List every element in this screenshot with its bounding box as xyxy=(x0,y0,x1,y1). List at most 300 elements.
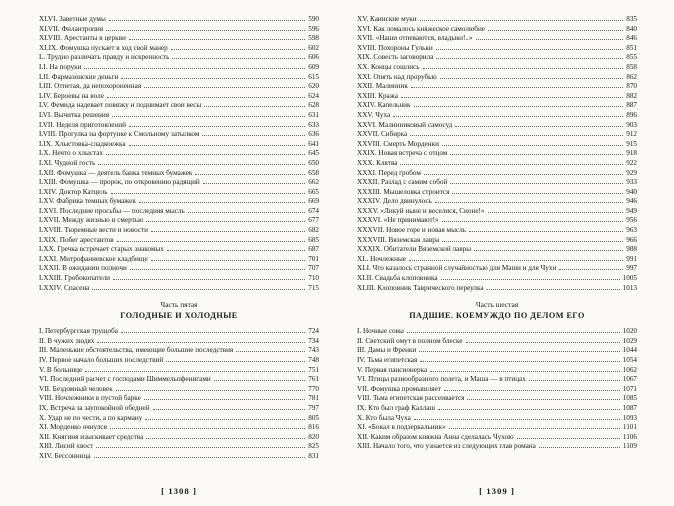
toc-entry-page: 825 xyxy=(308,442,319,451)
toc-entry xyxy=(39,394,319,404)
toc-entry-page: 677 xyxy=(308,216,319,225)
dot-leader xyxy=(449,428,620,429)
toc-entry-page: 1109 xyxy=(622,442,637,451)
toc-entry-title: XIII. Лисий хвост xyxy=(39,442,94,451)
toc-entry-page: 997 xyxy=(626,264,637,273)
toc-entry xyxy=(39,63,319,73)
toc-entry-title: XLVI. Заветные думы xyxy=(39,15,106,23)
dot-leader xyxy=(92,289,305,290)
toc-entry-page: 724 xyxy=(308,327,319,336)
toc-entry-title: LXXIII. Гробокопатели xyxy=(39,274,111,283)
toc-entry xyxy=(357,73,637,83)
toc-entry xyxy=(39,423,319,433)
toc-entry-page: 946 xyxy=(626,197,637,206)
dot-leader xyxy=(438,409,620,410)
toc-entry-page: 1005 xyxy=(622,274,637,283)
toc-entry-title: VII. Фомушка промышляет xyxy=(357,384,441,393)
dot-leader xyxy=(106,30,305,31)
toc-entry xyxy=(357,130,637,140)
toc-entry-title: III. Дамы и Френки xyxy=(357,346,417,355)
toc-entry-page: 596 xyxy=(308,24,319,33)
toc-entry xyxy=(39,169,319,179)
toc-entry xyxy=(39,82,319,92)
toc-entry xyxy=(357,188,637,198)
toc-entry-page: 1029 xyxy=(622,336,637,345)
dot-leader xyxy=(410,135,623,136)
toc-entry xyxy=(39,130,319,140)
toc-entry-page: 929 xyxy=(626,168,637,177)
dot-leader xyxy=(407,332,620,333)
folio-left: [ 1308 ] xyxy=(161,486,197,496)
toc-entry xyxy=(39,140,319,150)
dot-leader xyxy=(420,20,624,21)
toc-entry-page: 624 xyxy=(308,91,319,100)
toc-entry-page: 748 xyxy=(308,356,319,364)
toc-entry-page: 710 xyxy=(308,274,319,283)
dot-leader xyxy=(139,202,305,203)
toc-entry-page: 858 xyxy=(626,62,637,71)
toc-entry-page: 805 xyxy=(308,413,319,422)
toc-entry-title: X. Кто была Чуха xyxy=(357,413,411,422)
toc-entry-title: LX. Нечто о хлыстах xyxy=(39,149,104,158)
toc-entry-title: XX. Концы сошлись xyxy=(357,62,420,71)
toc-entry xyxy=(357,149,637,159)
dot-leader xyxy=(414,419,620,420)
dot-leader xyxy=(202,135,305,136)
dot-leader xyxy=(121,332,305,333)
dot-leader xyxy=(85,371,305,372)
toc-entry-title: LXIII. Фомушка — пророк, по откровению радящий xyxy=(39,178,200,187)
toc-entry xyxy=(357,245,637,255)
toc-entry xyxy=(357,236,637,246)
toc-entry-title: II. В чужих людях xyxy=(39,336,95,345)
dot-leader xyxy=(106,154,305,155)
toc-entry xyxy=(357,423,637,433)
toc-entry-page: 933 xyxy=(626,178,637,187)
toc-entry-page: 988 xyxy=(626,245,637,254)
dot-leader xyxy=(144,87,305,88)
toc-entry xyxy=(39,375,319,385)
toc-entry xyxy=(39,53,319,63)
toc-right xyxy=(357,15,637,452)
dot-leader xyxy=(488,212,624,213)
dot-leader xyxy=(129,126,305,127)
toc-entry-title: XXI. Опять над прорубью xyxy=(357,72,437,81)
dot-leader xyxy=(488,30,623,31)
toc-entry-title: LII. Фармазонские деньги xyxy=(39,72,119,81)
dot-leader xyxy=(166,361,305,362)
toc-entry-page: 820 xyxy=(308,432,319,441)
toc-entry xyxy=(39,15,319,25)
toc-entry-title: LVIII. Прогулка на фортунке к Смольному затылком xyxy=(39,130,200,139)
toc-entry-title: XLIII. Клоповник Таврического переулка xyxy=(357,283,484,292)
toc-entry-title: XXXVII. Новое горе и новая мысль xyxy=(357,226,466,235)
dot-leader xyxy=(419,351,619,352)
toc-entry-page: 1044 xyxy=(622,346,637,355)
part5-title: ГОЛОДНЫЕ И ХОЛОДНЫЕ xyxy=(120,311,238,321)
toc-entry-page: 598 xyxy=(308,34,319,43)
toc-entry xyxy=(357,82,637,92)
dot-leader xyxy=(129,145,306,146)
toc-entry-title: LXVI. Последние просьбы — последняя мысль xyxy=(39,206,185,215)
toc-entry-page: 1062 xyxy=(622,365,637,374)
toc-entry-title: LXXII. В ожидании полночи xyxy=(39,264,127,273)
toc-entry-title: LXVIII. Тюремные вести и новости xyxy=(39,226,149,235)
dot-leader xyxy=(424,174,623,175)
toc-entry-title: LVII. Неделя приготовлений xyxy=(39,120,126,129)
toc-entry-page: 685 xyxy=(308,235,319,244)
toc-entry xyxy=(39,356,319,366)
dot-leader xyxy=(467,399,619,400)
toc-entry-page: 636 xyxy=(308,130,319,139)
toc-entry-title: IV. Тьма египетская xyxy=(357,356,418,364)
toc-entry-page: 1013 xyxy=(622,283,637,292)
dot-leader xyxy=(167,250,305,251)
toc-entry xyxy=(39,216,319,226)
dot-leader xyxy=(539,447,620,448)
folio-right: [ 1309 ] xyxy=(479,486,515,496)
toc-entry-title: LIV. Бероевы на воле xyxy=(39,91,104,100)
toc-entry xyxy=(39,111,319,121)
toc-entry xyxy=(39,404,319,414)
toc-entry-title: XII. Каким образом княжна Анна сделалась Чухою xyxy=(357,432,514,441)
toc-entry-title: V. В больнице xyxy=(39,365,83,374)
toc-entry-title: XXXIV. Дело двинулось xyxy=(357,197,432,206)
dot-leader xyxy=(450,183,623,184)
toc-entry-page: 687 xyxy=(308,245,319,254)
toc-entry-page: 650 xyxy=(308,158,319,167)
toc-entry-title: XVI. Как ломалось княжеское самолюбие xyxy=(357,24,486,33)
toc-entry-title: LIII. Отпетая, да непохороненная xyxy=(39,82,142,91)
toc-entry-page: 1085 xyxy=(622,394,637,403)
dot-leader xyxy=(145,419,305,420)
toc-entry-page: 590 xyxy=(308,15,319,23)
dot-leader xyxy=(214,380,305,381)
toc-entry-page: 674 xyxy=(308,206,319,215)
toc-entry xyxy=(357,121,637,131)
toc-entry-page: 615 xyxy=(308,72,319,81)
toc-entry-title: XIII. Начало того, что узнается из следующих глав романа xyxy=(357,442,536,451)
toc-entry-title: XI. «Бокал в подзеркальник» xyxy=(357,423,446,432)
toc-entry xyxy=(357,414,637,424)
toc-entry-page: 751 xyxy=(308,365,319,374)
toc-entry-title: XXXIII. Мышеловка строится xyxy=(357,187,450,196)
dot-leader xyxy=(129,39,305,40)
toc-entry xyxy=(357,34,637,44)
toc-entry-page: 835 xyxy=(626,15,637,23)
toc-entry-page: 949 xyxy=(626,206,637,215)
dot-leader xyxy=(423,68,624,69)
toc-entry xyxy=(357,178,637,188)
part6-number: Часть шестая xyxy=(475,300,519,310)
dot-leader xyxy=(440,78,623,79)
toc-entry-title: LXIX. Побег арестантов xyxy=(39,235,114,244)
toc-entry-page: 1093 xyxy=(622,413,637,422)
toc-entry-title: XXVII. Сибирка xyxy=(357,130,408,139)
toc-entry xyxy=(357,356,637,366)
toc-entry-page: 641 xyxy=(308,139,319,148)
toc-entry xyxy=(357,169,637,179)
dot-leader xyxy=(204,106,305,107)
toc-entry xyxy=(39,245,319,255)
toc-entry-title: LXVII. Между жизнью и смертью xyxy=(39,216,144,225)
dot-leader xyxy=(146,438,305,439)
dot-leader xyxy=(144,399,305,400)
dot-leader xyxy=(117,241,306,242)
toc-entry-page: 609 xyxy=(308,62,319,71)
dot-leader xyxy=(172,58,305,59)
toc-entry-title: LXI. Чудной гость xyxy=(39,158,96,167)
dot-leader xyxy=(94,457,306,458)
toc-entry-title: I. Петербургская трущоба xyxy=(39,327,118,336)
toc-entry-title: XVII. «Наши отпеваются, владыко!..» xyxy=(357,34,473,43)
dot-leader xyxy=(436,58,623,59)
dot-leader xyxy=(151,231,305,232)
toc-entry xyxy=(357,15,637,25)
toc-entry-title: LXV. Фабрика темных бумажек xyxy=(39,197,136,206)
toc-entry xyxy=(39,433,319,443)
toc-entry xyxy=(357,346,637,356)
dot-leader xyxy=(84,68,305,69)
dot-leader xyxy=(401,97,623,98)
toc-entry-title: IX. Встреча за заупокойной обедней xyxy=(39,403,150,412)
toc-entry-page: 1067 xyxy=(622,375,637,384)
toc-entry xyxy=(357,140,637,150)
toc-entry xyxy=(39,34,319,44)
toc-entry xyxy=(39,284,319,294)
toc-entry-page: 855 xyxy=(626,53,637,62)
toc-entry-page: 896 xyxy=(626,110,637,119)
toc-entry-page: 781 xyxy=(308,394,319,403)
toc-entry-title: XII. Княгиня изыскивает средства xyxy=(39,432,144,441)
dot-leader xyxy=(113,279,305,280)
toc-entry-page: 1087 xyxy=(622,403,637,412)
toc-entry-title: XXV. Чуха xyxy=(357,110,391,119)
dot-leader xyxy=(442,145,623,146)
toc-entry-page: 1106 xyxy=(622,432,637,441)
toc-entry-page: 851 xyxy=(626,43,637,52)
toc-entry-page: 658 xyxy=(308,168,319,177)
toc-entry xyxy=(357,433,637,443)
part5-number: Часть пятая xyxy=(160,300,198,310)
toc-entry-title: II. Светский омут в полном блеске xyxy=(357,336,463,345)
toc-entry xyxy=(357,44,637,54)
toc-section-part6 xyxy=(357,327,637,452)
toc-left xyxy=(39,15,319,462)
dot-leader xyxy=(112,116,305,117)
dot-leader xyxy=(203,183,305,184)
toc-entry-title: XLI. Что казалось странной случайностью для Маши и для Чухи xyxy=(357,264,557,273)
toc-entry-title: III. Маленькие обстоятельства, имеющие большие последствия xyxy=(39,346,234,355)
toc-entry-title: XI. Морденко очнулся xyxy=(39,423,107,432)
toc-entry-page: 1071 xyxy=(622,384,637,393)
toc-entry xyxy=(357,92,637,102)
toc-page-right xyxy=(357,15,637,496)
toc-entry-page: 707 xyxy=(308,264,319,273)
dot-leader xyxy=(96,447,305,448)
toc-entry-page: 1054 xyxy=(622,356,637,364)
toc-entry xyxy=(357,366,637,376)
part5-heading xyxy=(39,300,319,321)
toc-entry xyxy=(357,442,637,452)
toc-entry xyxy=(39,452,319,462)
dot-leader xyxy=(151,260,306,261)
toc-entry xyxy=(357,25,637,35)
dot-leader xyxy=(188,212,306,213)
toc-entry xyxy=(357,264,637,274)
toc-entry-page: 628 xyxy=(308,101,319,110)
toc-entry-title: XXVIII. Смерть Морденки xyxy=(357,139,439,148)
dot-leader xyxy=(393,116,623,117)
toc-entry xyxy=(39,255,319,265)
toc-entry-title: XVIII. Похороны Гульки xyxy=(357,43,433,52)
toc-entry-page: 915 xyxy=(626,139,637,148)
dot-leader xyxy=(171,49,306,50)
toc-entry-page: 963 xyxy=(626,226,637,235)
toc-entry-title: XXXIX. Обитатели Вяземской лавры xyxy=(357,245,472,254)
dot-leader xyxy=(420,361,619,362)
toc-entry-title: XXXI. Перед гробом xyxy=(357,168,421,177)
toc-entry-title: VI. Птицы разнообразного полета, и Маша — в птицах xyxy=(357,375,526,384)
toc-entry-page: 761 xyxy=(308,375,319,384)
toc-entry xyxy=(39,92,319,102)
toc-entry-title: XXXVIII. Вяземская лавра xyxy=(357,235,440,244)
toc-entry-page: 966 xyxy=(626,235,637,244)
toc-entry-title: V. Первая пансионерка xyxy=(357,365,428,374)
toc-entry xyxy=(39,25,319,35)
dot-leader xyxy=(442,221,624,222)
toc-entry xyxy=(39,337,319,347)
toc-entry-title: XXVI. Малинниковый самосуд xyxy=(357,120,453,129)
toc-entry-title: XV. Каинские муки xyxy=(357,15,417,23)
toc-entry xyxy=(357,327,637,337)
toc-entry-page: 701 xyxy=(308,254,319,263)
toc-entry xyxy=(39,101,319,111)
toc-entry-title: VI. Последний расчет с господами Шиммельпфенигами xyxy=(39,375,211,384)
toc-entry xyxy=(39,442,319,452)
dot-leader xyxy=(110,428,305,429)
dot-leader xyxy=(130,269,305,270)
toc-entry-title: X. Удар не по чести, а по карману xyxy=(39,413,143,422)
toc-entry xyxy=(39,159,319,169)
toc-entry xyxy=(357,159,637,169)
dot-leader xyxy=(469,231,623,232)
toc-entry xyxy=(357,216,637,226)
toc-entry-page: 882 xyxy=(626,91,637,100)
toc-entry-title: LXXI. Митрофаниевское кладбище xyxy=(39,254,148,263)
toc-entry-title: XLVII. Филантропия xyxy=(39,24,104,33)
toc-entry xyxy=(357,207,637,217)
toc-entry xyxy=(357,375,637,385)
dot-leader xyxy=(529,380,620,381)
dot-leader xyxy=(442,241,623,242)
toc-section-part5 xyxy=(39,327,319,461)
toc-entry-title: XXXII. Разлад с самим собой xyxy=(357,178,448,187)
toc-entry xyxy=(39,73,319,83)
toc-entry xyxy=(39,366,319,376)
toc-entry-page: 870 xyxy=(626,82,637,91)
dot-leader xyxy=(436,49,624,50)
dot-leader xyxy=(476,39,624,40)
toc-entry xyxy=(357,404,637,414)
dot-leader xyxy=(111,193,306,194)
toc-entry-title: VII. Бездомный человек xyxy=(39,384,113,393)
toc-entry xyxy=(39,346,319,356)
toc-entry xyxy=(39,264,319,274)
toc-entry-page: 912 xyxy=(626,130,637,139)
toc-entry-page: 602 xyxy=(308,43,319,52)
toc-entry-page: 743 xyxy=(308,346,319,355)
toc-entry xyxy=(357,394,637,404)
toc-entry-title: XXIII. Кража xyxy=(357,91,398,100)
toc-entry-page: 631 xyxy=(308,110,319,119)
toc-entry xyxy=(357,101,637,111)
part6-heading xyxy=(357,300,637,321)
toc-entry-title: XXX. Клятва xyxy=(357,158,398,167)
dot-leader xyxy=(559,269,623,270)
dot-leader xyxy=(236,351,305,352)
toc-entry xyxy=(357,385,637,395)
dot-leader xyxy=(97,342,305,343)
dot-leader xyxy=(107,97,305,98)
toc-entry-title: XIV. Бессонница xyxy=(39,451,91,460)
toc-entry-title: LVI. Вычитка решения xyxy=(39,110,110,119)
toc-entry-page: 606 xyxy=(308,53,319,62)
toc-entry-page: 991 xyxy=(626,254,637,263)
toc-entry xyxy=(39,385,319,395)
toc-entry-title: XXXVI. «Не принимают!» xyxy=(357,216,439,225)
toc-entry-page: 918 xyxy=(626,149,637,158)
toc-entry xyxy=(357,226,637,236)
dot-leader xyxy=(466,342,620,343)
dot-leader xyxy=(411,87,623,88)
toc-entry-title: VIII. Ночлежники в пустой барке xyxy=(39,394,141,403)
toc-entry-title: LXX. Гречка встречает старых знакомых xyxy=(39,245,164,254)
toc-entry-page: 862 xyxy=(626,72,637,81)
toc-entry-title: XXIV. Капельник xyxy=(357,101,411,110)
toc-entry-page: 956 xyxy=(626,216,637,225)
toc-entry-title: IX. Кто был граф Каллаш xyxy=(357,403,436,412)
dot-leader xyxy=(517,438,620,439)
toc-entry-page: 831 xyxy=(308,451,319,460)
toc-entry xyxy=(39,197,319,207)
toc-entry-title: XXIX. Новая встреча с отцом xyxy=(357,149,448,158)
toc-entry-title: XL. Ночлежные xyxy=(357,254,406,263)
toc-entry xyxy=(357,53,637,63)
dot-leader xyxy=(153,409,306,410)
toc-entry xyxy=(39,121,319,131)
toc-entry-title: VIII. Тьма египетская рассеивается xyxy=(357,394,465,403)
dot-leader xyxy=(474,250,623,251)
toc-entry xyxy=(39,178,319,188)
dot-leader xyxy=(452,193,623,194)
toc-entry-page: 665 xyxy=(308,187,319,196)
toc-entry-title: XLII. Свадьба клоповника xyxy=(357,274,438,283)
toc-entry-page: 770 xyxy=(308,384,319,393)
toc-entry-title: XXXV. «Ликуй ныне и веселися, Сионе!» xyxy=(357,206,485,215)
toc-entry-title: I. Ночные совы xyxy=(357,327,404,336)
toc-entry-page: 816 xyxy=(308,423,319,432)
toc-entry xyxy=(39,226,319,236)
dot-leader xyxy=(430,371,619,372)
toc-entry-page: 887 xyxy=(626,101,637,110)
toc-entry-title: LXIV. Доктор Катцель xyxy=(39,187,108,196)
toc-section-part4-continued xyxy=(39,15,319,293)
toc-entry-title: LI. На поруки xyxy=(39,62,82,71)
part6-title: ПАДШИЕ. КОЕМУЖДО ПО ДЕЛОМ ЕГО xyxy=(409,311,585,321)
dot-leader xyxy=(455,126,623,127)
dot-leader xyxy=(400,164,623,165)
